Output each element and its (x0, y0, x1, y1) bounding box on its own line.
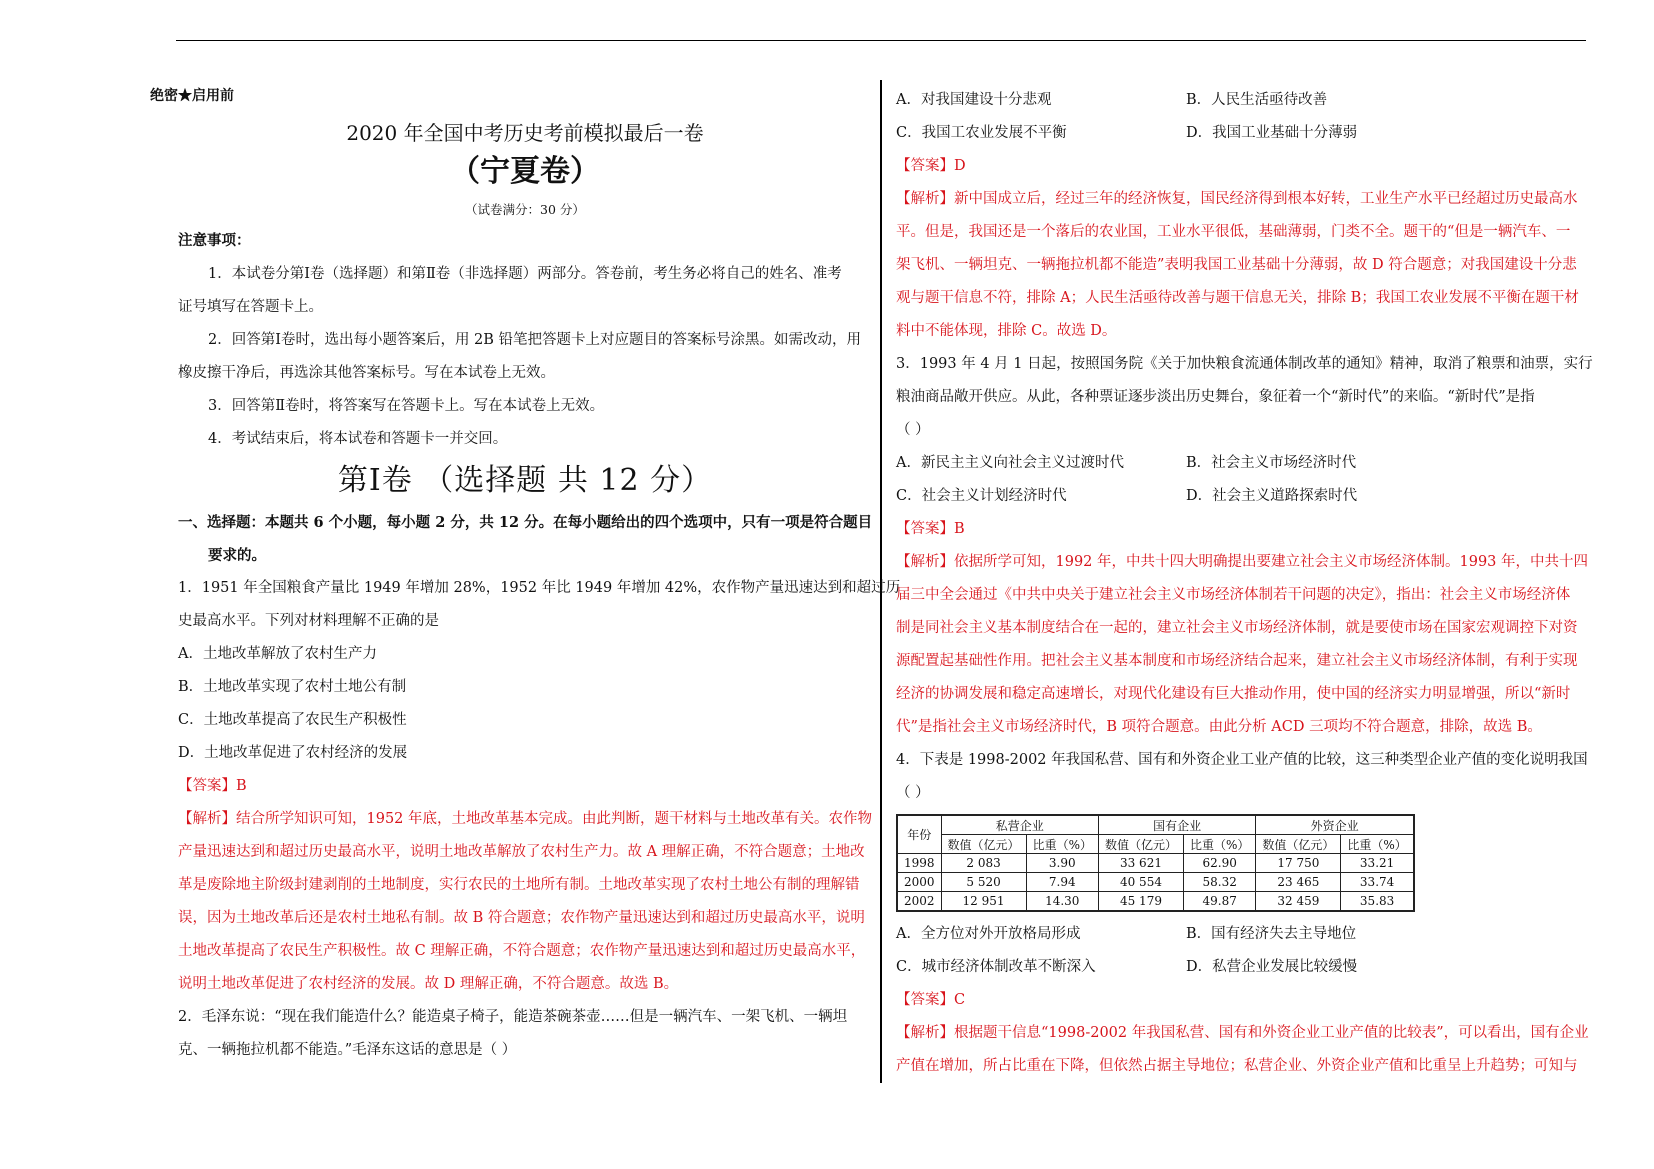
table-cell: 2002 (897, 892, 941, 912)
option-row (896, 117, 1596, 150)
option-a: A．全方位对外开放格局形成 (896, 926, 1081, 942)
table-cell: 1998 (897, 854, 941, 873)
table-cell: 49.87 (1183, 892, 1255, 912)
table-cell: 3.90 (1026, 854, 1098, 873)
option-row (896, 918, 1596, 951)
question-stem: 2．毛泽东说：“现在我们能造什么？能造桌子椅子，能造茶碗茶壶……但是一辆汽车、一架飞机、一辆坦 (178, 1009, 848, 1025)
answer: 【答案】D (896, 158, 966, 174)
table-cell: 7.94 (1026, 873, 1098, 892)
analysis-line: 【解析】新中国成立后，经过三年的经济恢复，国民经济得到根本好转，工业生产水平已经超过历史最高水 (896, 191, 1578, 207)
answer: 【答案】B (178, 778, 247, 794)
option-b: B．社会主义市场经济时代 (1186, 455, 1357, 471)
right-column (896, 84, 1596, 1083)
exam-title: 2020 年全国中考历史考前模拟最后一卷 (346, 121, 704, 145)
option-a: A．新民主主义向社会主义过渡时代 (896, 455, 1124, 471)
option-row (896, 447, 1596, 480)
table-cell: 23 465 (1256, 873, 1341, 892)
table-row (897, 873, 1414, 892)
analysis-line: 误，因为土地改革后还是农村土地私有制。故 B 符合题意；农作物产量迅速达到和超过历史最高水平，说明 (178, 910, 865, 926)
question-4 (896, 744, 1596, 1083)
table-cell: 12 951 (941, 892, 1026, 912)
analysis-line: 产量迅速达到和超过历史最高水平，说明土地改革解放了农村生产力。故 A 理解正确，不符合题意；土地改 (178, 844, 865, 860)
table-subheader: 比重（%） (1341, 835, 1414, 854)
question-stem: （ ） (896, 422, 930, 438)
notice-heading: 注意事项： (178, 232, 251, 249)
analysis-line: 届三中全会通过《中共中央关于建立社会主义市场经济体制若干问题的决定》，指出：社会主义市场经济体 (896, 587, 1571, 603)
option-c: C．城市经济体制改革不断深入 (896, 959, 1096, 975)
option-d: D．私营企业发展比较缓慢 (1186, 959, 1358, 975)
table-row (897, 854, 1414, 873)
option-row (896, 480, 1596, 513)
table-cell: 32 459 (1256, 892, 1341, 912)
table-subheader: 数值（亿元） (1098, 835, 1183, 854)
analysis-line: 架飞机、一辆坦克、一辆拖拉机都不能造”表明我国工业基础十分薄弱，故 D 符合题意；对我国建设十分悲 (896, 257, 1577, 273)
table-group-header: 外资企业 (1256, 815, 1414, 835)
header-rule (176, 40, 1586, 41)
table-cell: 58.32 (1183, 873, 1255, 892)
notice-item: 1．本试卷分第Ⅰ卷（选择题）和第Ⅱ卷（非选择题）两部分。答卷前，考生务必将自己的姓名、准考 (208, 266, 842, 282)
table-cell: 62.90 (1183, 854, 1255, 873)
table-cell: 45 179 (1098, 892, 1183, 912)
analysis-line: 【解析】结合所学知识可知，1952 年底，土地改革基本完成。由此判断，题干材料与土地改革有关。农作物 (178, 811, 873, 827)
table-cell: 33.21 (1341, 854, 1414, 873)
option-d: D．社会主义道路探索时代 (1186, 488, 1358, 504)
analysis-line: 革是废除地主阶级封建剥削的土地制度，实行农民的土地所有制。土地改革实现了农村土地公有制的理解错 (178, 877, 860, 893)
table-group-header: 私营企业 (941, 815, 1098, 835)
table-subheader: 比重（%） (1026, 835, 1098, 854)
left-column (150, 84, 901, 1067)
analysis-line: 说明土地改革促进了农村经济的发展。故 D 理解正确，不符合题意。故选 B。 (178, 976, 679, 992)
analysis-line: 土地改革提高了农民生产积极性。故 C 理解正确，不符合题意；农作物产量迅速达到和超过历史最高水平， (178, 943, 866, 959)
section-instructions: 一、选择题：本题共 6 个小题，每小题 2 分，共 12 分。在每小题给出的四个选项中，只有一项是符合题目 (178, 514, 873, 531)
analysis-line: 产值在增加，所占比重在下降，但依然占据主导地位；私营企业、外资企业产值和比重呈上升趋势；可知与 (896, 1058, 1578, 1074)
question-stem: 4．下表是 1998-2002 年我国私营、国有和外资企业工业产值的比较，这三种类型企业产值的变化说明我国 (896, 752, 1588, 768)
table-cell: 33.74 (1341, 873, 1414, 892)
question-stem: 克、一辆拖拉机都不能造。”毛泽东这话的意思是（ ） (178, 1042, 517, 1058)
analysis-line: 料中不能体现，排除 C。故选 D。 (896, 323, 1117, 339)
option-d: D．土地改革促进了农村经济的发展 (178, 745, 408, 761)
table-group-header: 国有企业 (1098, 815, 1255, 835)
secret-label: 绝密★启用前 (150, 88, 234, 104)
option-b: B．国有经济失去主导地位 (1186, 926, 1357, 942)
analysis-line: 源配置起基础性作用。把社会主义基本制度和市场经济结合起来，建立社会主义市场经济体制，有利于实现 (896, 653, 1578, 669)
notice-item: 3．回答第Ⅱ卷时，将答案写在答题卡上。写在本试卷上无效。 (208, 398, 605, 414)
volume-title: 第Ⅰ卷 （选择题 共 12 分） (337, 463, 713, 498)
analysis-line: 平。但是，我国还是一个落后的农业国，工业水平很低，基础薄弱，门类不全。题干的“但是一辆汽车、一 (896, 224, 1571, 240)
exam-subtitle: （宁夏卷） (450, 154, 600, 189)
notice-item: 4．考试结束后，将本试卷和答题卡一并交回。 (208, 431, 508, 447)
analysis-line: 经济的协调发展和稳定高速增长，对现代化建设有巨大推动作用，使中国的经济实力明显增强，所以“新时 (896, 686, 1571, 702)
notice-item: 橡皮擦干净后，再选涂其他答案标号。写在本试卷上无效。 (178, 365, 555, 381)
table-cell: 5 520 (941, 873, 1026, 892)
analysis-line: 【解析】根据题干信息“1998-2002 年我国私营、国有和外资企业工业产值的比较表”，可以看出，国有企业 (896, 1025, 1589, 1041)
answer: 【答案】C (896, 992, 966, 1008)
question-stem: 1．1951 年全国粮食产量比 1949 年增加 28%，1952 年比 1949 年增加 42%，农作物产量迅速达到和超过历 (178, 580, 901, 596)
option-row (896, 84, 1596, 117)
option-a: A．对我国建设十分悲观 (896, 92, 1052, 108)
table-cell: 33 621 (1098, 854, 1183, 873)
data-table (896, 814, 1415, 912)
option-d: D．我国工业基础十分薄弱 (1186, 125, 1358, 141)
table-subheader: 数值（亿元） (941, 835, 1026, 854)
question-stem: 粮油商品敞开供应。从此，各种票证逐步淡出历史舞台，象征着一个“新时代”的来临。“新时代”是指 (896, 389, 1535, 405)
table-cell: 2 083 (941, 854, 1026, 873)
table-subheader: 比重（%） (1183, 835, 1255, 854)
question-3 (896, 348, 1596, 744)
question-stem: 史最高水平。下列对材料理解不正确的是 (178, 613, 439, 629)
table-cell: 17 750 (1256, 854, 1341, 873)
option-c: C．我国工农业发展不平衡 (896, 125, 1067, 141)
question-1 (150, 572, 901, 1001)
table-header-year: 年份 (897, 815, 941, 854)
analysis-line: 【解析】依据所学可知，1992 年，中共十四大明确提出要建立社会主义市场经济体制。1993 年，中共十四 (896, 554, 1589, 570)
question-stem: 3．1993 年 4 月 1 日起，按照国务院《关于加快粮食流通体制改革的通知》精神，取消了粮票和油票，实行 (896, 356, 1593, 372)
section-instructions-cont: 要求的。 (208, 547, 266, 564)
question-2 (150, 1001, 870, 1067)
table-row (897, 892, 1414, 912)
table-cell: 14.30 (1026, 892, 1098, 912)
option-c: C．社会主义计划经济时代 (896, 488, 1067, 504)
answer: 【答案】B (896, 521, 965, 537)
table-cell: 35.83 (1341, 892, 1414, 912)
option-a: A．土地改革解放了农村生产力 (178, 646, 377, 662)
analysis-line: 代”是指社会主义市场经济时代，B 项符合题意。由此分析 ACD 三项均不符合题意，排除，故选 B。 (896, 719, 1542, 735)
option-b: B．土地改革实现了农村土地公有制 (178, 679, 407, 695)
analysis-line: 观与题干信息不符，排除 A；人民生活亟待改善与题干信息无关，排除 B；我国工农业发展不平衡在题干材 (896, 290, 1579, 306)
analysis-line: 制是同社会主义基本制度结合在一起的，建立社会主义市场经济体制，就是要使市场在国家宏观调控下对资 (896, 620, 1578, 636)
table-cell: 40 554 (1098, 873, 1183, 892)
option-row (896, 951, 1596, 984)
notice-item: 证号填写在答题卡上。 (178, 299, 323, 315)
table-cell: 2000 (897, 873, 941, 892)
notice-item: 2．回答第Ⅰ卷时，选出每小题答案后，用 2B 铅笔把答题卡上对应题目的答案标号涂黑。如需改动，用 (208, 332, 862, 348)
table-subheader: 数值（亿元） (1256, 835, 1341, 854)
option-c: C．土地改革提高了农民生产积极性 (178, 712, 407, 728)
option-b: B．人民生活亟待改善 (1186, 92, 1328, 108)
question-stem: （ ） (896, 785, 930, 801)
exam-score: （试卷满分：30 分） (465, 202, 585, 217)
